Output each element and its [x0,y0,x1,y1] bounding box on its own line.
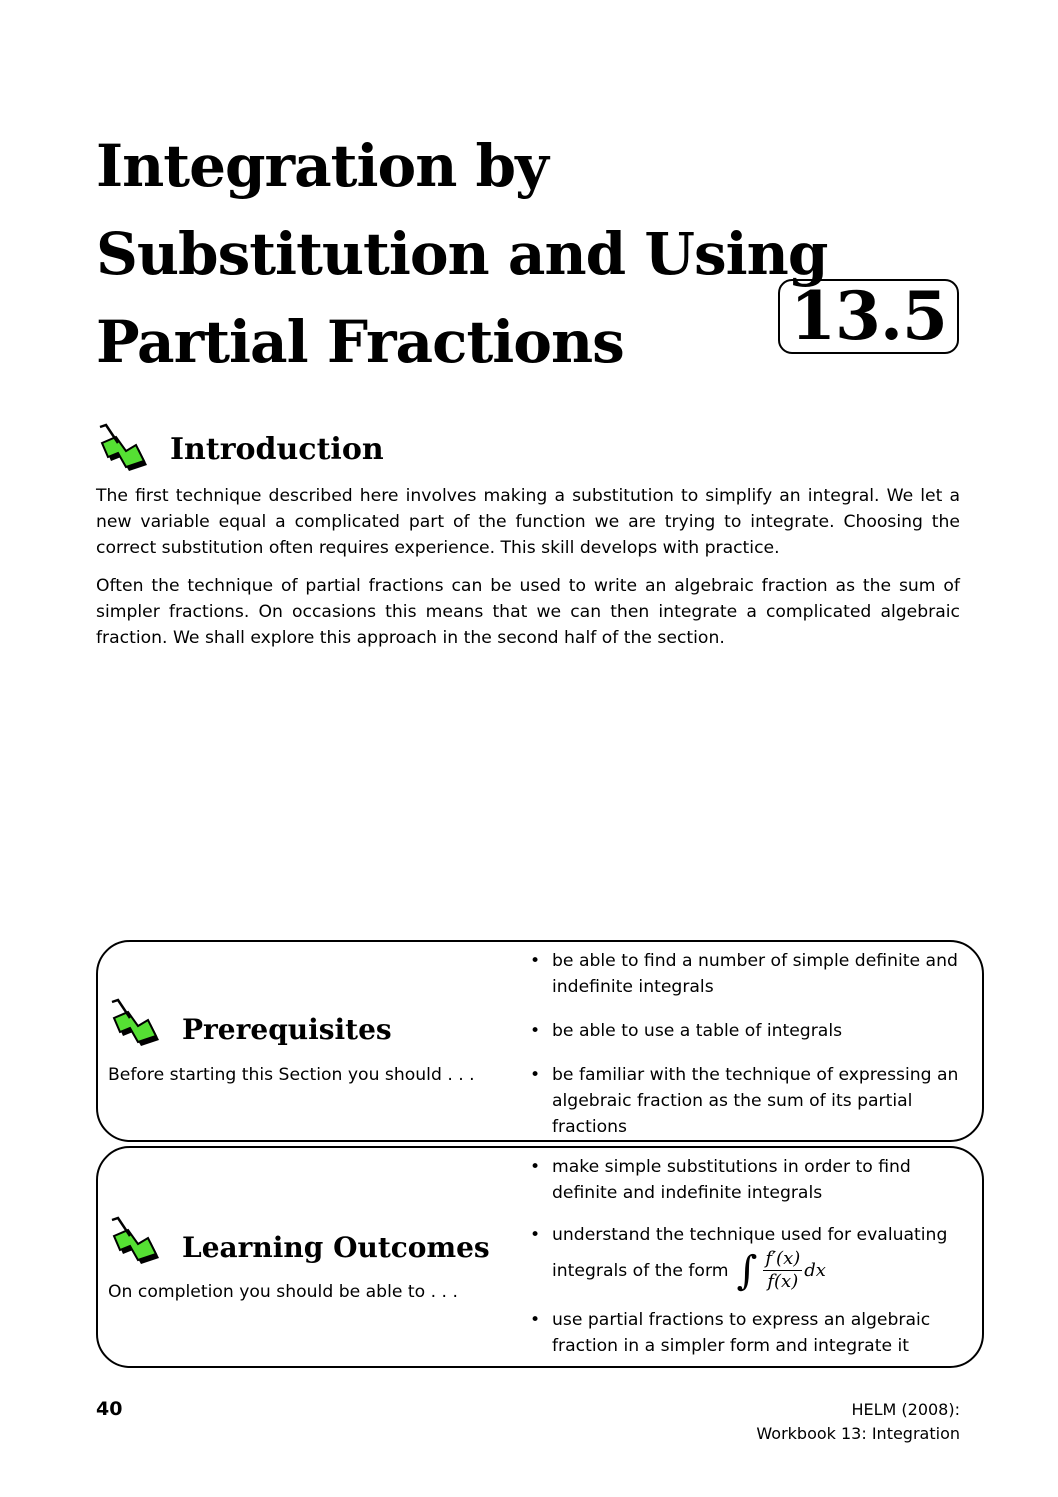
title-line-2: Substitution and Using [96,220,828,288]
list-item: • be able to use a table of integrals [528,1018,978,1044]
introduction-paragraph-2: Often the technique of partial fractions can be used to write an algebraic fraction as the sum of simpler fractions. On occasions this means that we can then integrate a complicated algebraic fraction. We shall explore this approach in the second half of the section. [96,576,960,648]
learning-outcomes-heading: Learning Outcomes [182,1231,490,1264]
green-arrow-icon [96,423,152,473]
title-line-3: Partial Fractions [96,308,624,376]
prerequisites-subtitle: Before starting this Section you should . . . [108,1065,475,1085]
prerequisites-box [96,940,984,1142]
bullet-icon: • [530,1157,541,1177]
fraction [763,1248,802,1293]
footer-source [756,1398,960,1446]
section-number-badge: 13.5 [778,279,959,354]
footer-source-line-2: Workbook 13: Integration [756,1424,960,1443]
bullet-icon: • [530,951,541,971]
learning-outcomes-subtitle: On completion you should be able to . . . [108,1282,458,1302]
integral-sign: ∫ [736,1247,758,1294]
bullet-icon: • [530,1225,541,1245]
prerequisites-heading: Prerequisites [182,1013,392,1046]
list-item: • be able to find a number of simple definite and indefinite integrals [528,948,978,1000]
bullet-icon: • [530,1310,541,1330]
list-item: • understand the technique used for evaluating integrals of the form ∫ $\frac{f'(x)}{f(x)}$ dx [528,1222,978,1293]
fraction-denominator: f(x) [767,1271,799,1292]
page-number: 40 [96,1398,123,1420]
footer-source-line-1: HELM (2008): [851,1400,960,1419]
learning-outcomes-box [96,1146,984,1368]
bullet-icon: • [530,1065,541,1085]
green-arrow-icon [108,1216,164,1266]
prerequisites-list [528,948,978,1140]
list-item: • use partial fractions to express an algebraic fraction in a simpler form and integrate it [528,1307,978,1359]
title-line-1: Integration by [96,132,548,200]
page-title [96,122,828,386]
bullet-icon: • [530,1021,541,1041]
differential: dx [804,1259,826,1281]
list-item: • be familiar with the technique of expressing an algebraic fraction as the sum of its partial fractions [528,1062,978,1140]
integral-expression: integrals of the form ∫ $\frac{f'(x)}{f(x)}$ dx [552,1247,826,1294]
learning-outcomes-list [528,1154,978,1359]
green-arrow-icon [108,998,164,1048]
introduction-heading: Introduction [170,432,384,467]
introduction-paragraph-1: The first technique described here involves making a substitution to simplify an integral. We let a new variable equal a complicated part of the function we are trying to integrate. Choosing the correct substitution often requires experience. This skill develops with practice. [96,486,960,558]
list-item: • make simple substitutions in order to find definite and indefinite integrals [528,1154,978,1206]
fraction-numerator: f′(x) [765,1248,801,1269]
